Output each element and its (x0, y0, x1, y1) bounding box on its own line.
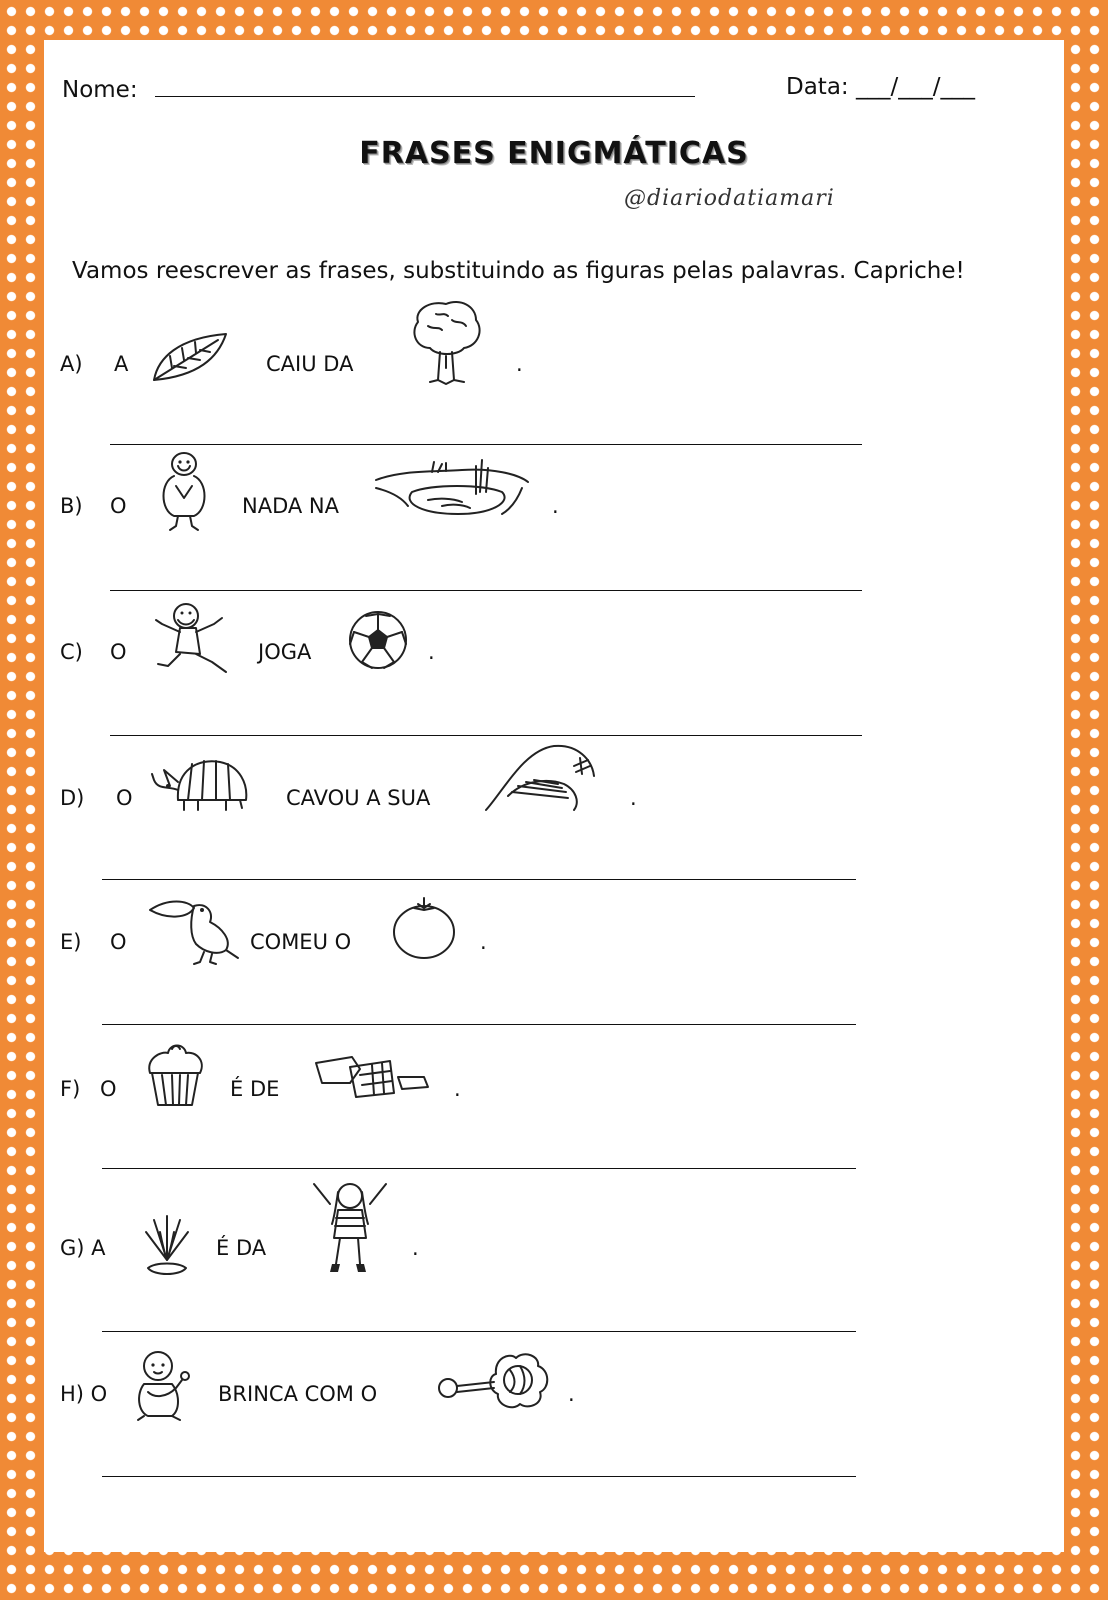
item-letter: H) O (60, 1382, 108, 1406)
item-f (44, 1035, 1064, 1175)
answer-line-h[interactable] (102, 1476, 856, 1477)
baby-icon (130, 1348, 196, 1422)
item-word1: O (116, 786, 133, 810)
item-word1: A (114, 352, 129, 376)
duck-icon (154, 450, 214, 532)
item-end: . (516, 352, 523, 376)
item-b (44, 450, 1064, 590)
cupcake-icon (144, 1039, 206, 1109)
item-letter: F) (60, 1077, 81, 1101)
item-letter: G) A (60, 1236, 106, 1260)
item-letter: E) (60, 930, 82, 954)
item-word2: CAIU DA (266, 352, 354, 376)
item-a (44, 290, 1064, 430)
item-d (44, 740, 1064, 880)
item-word2: JOGA (258, 640, 312, 664)
item-word1: O (110, 640, 127, 664)
item-end: . (454, 1077, 461, 1101)
instructions: Vamos reescrever as frases, substituindo as figuras pelas palavras. Capriche! (72, 258, 965, 284)
item-letter: A) (60, 352, 83, 376)
item-word2: COMEU O (250, 930, 352, 954)
answer-line-a[interactable] (110, 444, 862, 445)
item-end: . (480, 930, 487, 954)
item-end: . (428, 640, 435, 664)
tomato-icon (388, 894, 460, 962)
tree-icon (408, 296, 484, 388)
date-field[interactable] (786, 74, 975, 100)
answer-line-e[interactable] (102, 1024, 856, 1025)
name-field[interactable] (62, 74, 695, 103)
item-word2: CAVOU A SUA (286, 786, 431, 810)
name-label: Nome: (62, 77, 138, 103)
answer-line-d[interactable] (102, 879, 856, 880)
item-word2: É DE (230, 1077, 280, 1101)
page-title: FRASES ENIGMÁTICAS (359, 136, 749, 171)
answer-line-g[interactable] (102, 1331, 856, 1332)
item-letter: C) (60, 640, 83, 664)
item-word2: É DA (216, 1236, 267, 1260)
item-word1: O (110, 494, 127, 518)
ball-icon (346, 608, 410, 672)
item-end: . (412, 1236, 419, 1260)
item-end: . (552, 494, 559, 518)
item-word1: O (110, 930, 127, 954)
answer-line-c[interactable] (110, 735, 862, 736)
item-e (44, 888, 1064, 1028)
answer-line-b[interactable] (110, 590, 862, 591)
pineapple-icon (140, 1212, 194, 1282)
chocolate-icon (312, 1053, 430, 1105)
item-g (44, 1178, 1064, 1338)
toucan-icon (148, 896, 240, 966)
girl-icon (308, 1178, 392, 1278)
armadillo-icon (148, 750, 254, 816)
date-label: Data: (786, 74, 849, 100)
pond-icon (372, 458, 532, 528)
item-letter: B) (60, 494, 83, 518)
leaf-icon (148, 328, 230, 384)
item-word1: O (100, 1077, 117, 1101)
item-word2: NADA NA (242, 494, 339, 518)
item-end: . (568, 1382, 575, 1406)
worksheet-page (44, 40, 1064, 1552)
name-line[interactable] (155, 74, 695, 97)
author-handle: @diariodatiamari (624, 186, 835, 211)
date-blank[interactable]: ___/___/___ (855, 74, 975, 100)
answer-line-f[interactable] (102, 1168, 856, 1169)
item-letter: D) (60, 786, 85, 810)
item-end: . (630, 786, 637, 810)
item-word2: BRINCA COM O (218, 1382, 378, 1406)
burrow-icon (484, 740, 600, 816)
rattle-icon (436, 1348, 552, 1412)
item-h (44, 1338, 1064, 1478)
item-c (44, 600, 1064, 740)
boy-icon (152, 600, 232, 680)
